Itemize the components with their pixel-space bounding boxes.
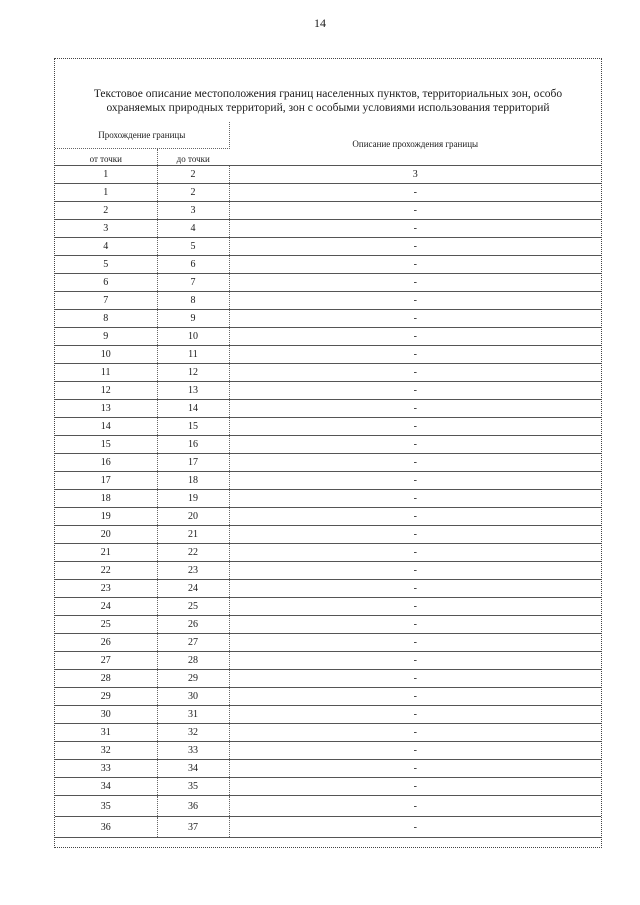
header-passage: Прохождение границы (55, 122, 229, 149)
cell-from-point: 4 (55, 238, 157, 256)
cell-to-point: 21 (157, 526, 229, 544)
cell-description: - (229, 616, 601, 634)
cell-description: - (229, 364, 601, 382)
cell-from-point: 28 (55, 670, 157, 688)
cell-from-point: 22 (55, 562, 157, 580)
cell-from-point: 26 (55, 634, 157, 652)
cell-from-point: 31 (55, 724, 157, 742)
table-row (55, 706, 601, 724)
cell-from-point: 14 (55, 418, 157, 436)
cell-description: - (229, 328, 601, 346)
cell-description: - (229, 184, 601, 202)
cell-description: - (229, 526, 601, 544)
cell-from-point: 20 (55, 526, 157, 544)
header-from-point: от точки (55, 149, 157, 166)
table-row (55, 742, 601, 760)
cell-description: - (229, 508, 601, 526)
cell-description: - (229, 418, 601, 436)
cell-to-point: 19 (157, 490, 229, 508)
cell-to-point: 3 (157, 202, 229, 220)
table-row (55, 292, 601, 310)
cell-to-point: 24 (157, 580, 229, 598)
table-row (55, 238, 601, 256)
cell-to-point: 26 (157, 616, 229, 634)
table-row (55, 346, 601, 364)
cell-to-point: 10 (157, 328, 229, 346)
cell-to-point: 33 (157, 742, 229, 760)
column-number: 1 (55, 166, 157, 184)
cell-from-point: 15 (55, 436, 157, 454)
cell-to-point: 15 (157, 418, 229, 436)
cell-to-point: 29 (157, 670, 229, 688)
cell-description: - (229, 292, 601, 310)
cell-description: - (229, 598, 601, 616)
table-row (55, 724, 601, 742)
cell-to-point: 27 (157, 634, 229, 652)
cell-description: - (229, 706, 601, 724)
cell-description: - (229, 472, 601, 490)
cell-description: - (229, 817, 601, 838)
cell-to-point: 16 (157, 436, 229, 454)
title-line-1: Текстовое описание местоположения границ населенных пунктов, территориальных зон, особо (93, 88, 563, 100)
cell-description: - (229, 688, 601, 706)
cell-description: - (229, 310, 601, 328)
cell-to-point: 2 (157, 184, 229, 202)
cell-to-point: 36 (157, 796, 229, 817)
cell-from-point: 16 (55, 454, 157, 472)
cell-description: - (229, 778, 601, 796)
table-row (55, 634, 601, 652)
cell-from-point: 25 (55, 616, 157, 634)
cell-to-point: 4 (157, 220, 229, 238)
table-row (55, 670, 601, 688)
cell-from-point: 19 (55, 508, 157, 526)
header-to-point: до точки (157, 149, 229, 166)
cell-from-point: 5 (55, 256, 157, 274)
document-frame (54, 58, 602, 848)
table-row (55, 310, 601, 328)
cell-to-point: 32 (157, 724, 229, 742)
cell-to-point: 18 (157, 472, 229, 490)
cell-from-point: 8 (55, 310, 157, 328)
cell-from-point: 27 (55, 652, 157, 670)
cell-to-point: 20 (157, 508, 229, 526)
cell-description: - (229, 562, 601, 580)
cell-to-point: 11 (157, 346, 229, 364)
cell-to-point: 28 (157, 652, 229, 670)
cell-description: - (229, 652, 601, 670)
cell-to-point: 22 (157, 544, 229, 562)
table-row (55, 184, 601, 202)
cell-description: - (229, 400, 601, 418)
table-row (55, 454, 601, 472)
column-number: 2 (157, 166, 229, 184)
document-title (55, 87, 601, 115)
cell-to-point: 37 (157, 817, 229, 838)
cell-description: - (229, 238, 601, 256)
cell-description: - (229, 382, 601, 400)
cell-to-point: 5 (157, 238, 229, 256)
cell-from-point: 34 (55, 778, 157, 796)
cell-description: - (229, 346, 601, 364)
title-line-2: охраняемых природных территорий, зон с особыми условиями использования территорий (106, 102, 550, 114)
cell-from-point: 23 (55, 580, 157, 598)
cell-description: - (229, 634, 601, 652)
cell-from-point: 30 (55, 706, 157, 724)
table-row (55, 382, 601, 400)
cell-from-point: 1 (55, 184, 157, 202)
table-row (55, 400, 601, 418)
table-row (55, 364, 601, 382)
table-row (55, 508, 601, 526)
cell-description: - (229, 796, 601, 817)
table-row (55, 472, 601, 490)
cell-description: - (229, 544, 601, 562)
table-row (55, 256, 601, 274)
cell-from-point: 7 (55, 292, 157, 310)
cell-from-point: 32 (55, 742, 157, 760)
table-row (55, 817, 601, 838)
header-row (55, 122, 601, 149)
cell-description: - (229, 454, 601, 472)
table-row (55, 544, 601, 562)
cell-description: - (229, 670, 601, 688)
table-row (55, 274, 601, 292)
cell-from-point: 21 (55, 544, 157, 562)
cell-to-point: 34 (157, 760, 229, 778)
cell-description: - (229, 202, 601, 220)
cell-from-point: 3 (55, 220, 157, 238)
table-row (55, 436, 601, 454)
page-number: 14 (314, 16, 326, 30)
cell-description: - (229, 724, 601, 742)
column-number: 3 (229, 166, 601, 184)
cell-from-point: 6 (55, 274, 157, 292)
cell-description: - (229, 256, 601, 274)
table-row (55, 616, 601, 634)
cell-from-point: 35 (55, 796, 157, 817)
cell-to-point: 23 (157, 562, 229, 580)
header-description: Описание прохождения границы (229, 122, 601, 166)
cell-from-point: 29 (55, 688, 157, 706)
cell-description: - (229, 490, 601, 508)
cell-from-point: 36 (55, 817, 157, 838)
cell-to-point: 14 (157, 400, 229, 418)
table-row (55, 328, 601, 346)
table-row (55, 652, 601, 670)
cell-to-point: 9 (157, 310, 229, 328)
cell-description: - (229, 742, 601, 760)
cell-description: - (229, 220, 601, 238)
cell-from-point: 17 (55, 472, 157, 490)
table-row (55, 598, 601, 616)
cell-description: - (229, 274, 601, 292)
cell-description: - (229, 760, 601, 778)
table-row (55, 418, 601, 436)
table-row (55, 220, 601, 238)
cell-from-point: 2 (55, 202, 157, 220)
cell-to-point: 8 (157, 292, 229, 310)
cell-to-point: 30 (157, 688, 229, 706)
cell-description: - (229, 580, 601, 598)
cell-to-point: 13 (157, 382, 229, 400)
cell-from-point: 18 (55, 490, 157, 508)
table-row (55, 688, 601, 706)
cell-description: - (229, 436, 601, 454)
cell-from-point: 12 (55, 382, 157, 400)
table-row (55, 526, 601, 544)
table-row (55, 580, 601, 598)
cell-to-point: 7 (157, 274, 229, 292)
cell-from-point: 24 (55, 598, 157, 616)
cell-to-point: 6 (157, 256, 229, 274)
table-row (55, 778, 601, 796)
cell-to-point: 12 (157, 364, 229, 382)
cell-from-point: 13 (55, 400, 157, 418)
column-number-row (55, 166, 601, 184)
cell-to-point: 25 (157, 598, 229, 616)
table-row (55, 562, 601, 580)
cell-to-point: 31 (157, 706, 229, 724)
boundary-table (55, 122, 601, 838)
cell-from-point: 33 (55, 760, 157, 778)
cell-to-point: 35 (157, 778, 229, 796)
cell-to-point: 17 (157, 454, 229, 472)
cell-from-point: 11 (55, 364, 157, 382)
table-row (55, 202, 601, 220)
table-row (55, 796, 601, 817)
cell-from-point: 10 (55, 346, 157, 364)
table-row (55, 760, 601, 778)
cell-from-point: 9 (55, 328, 157, 346)
table-row (55, 490, 601, 508)
